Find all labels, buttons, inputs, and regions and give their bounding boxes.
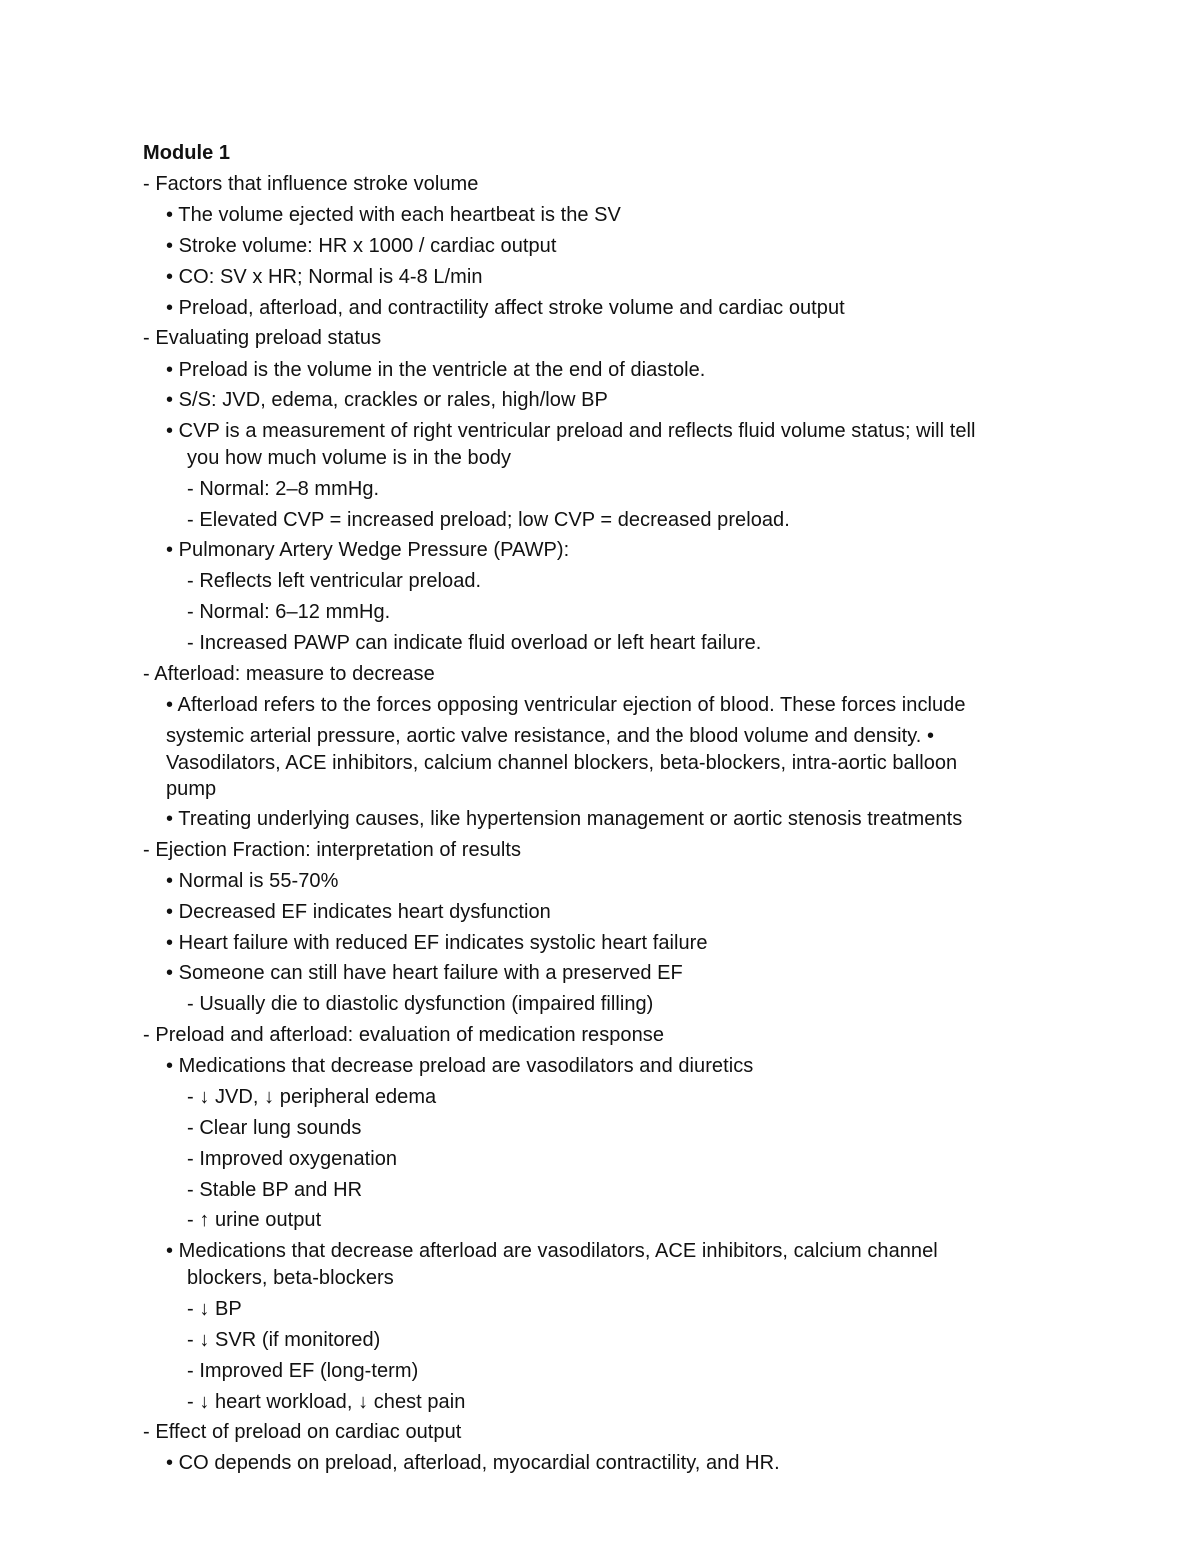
- bullet-afterload-definition-cont: systemic arterial pressure, aortic valve resistance, and the blood volume and density. •: [166, 725, 935, 747]
- bullet-afterload-meds-cont: pump: [166, 778, 217, 800]
- bullet-ef-decreased: • Decreased EF indicates heart dysfunction: [166, 901, 551, 923]
- bullet-afterload-medications-cont: blockers, beta-blockers: [187, 1267, 394, 1289]
- sub-pawp-normal: - Normal: 6–12 mmHg.: [187, 601, 391, 623]
- bullet-hf-preserved-ef: • Someone can still have heart failure with a preserved EF: [166, 962, 683, 984]
- heading-evaluating-preload: - Evaluating preload status: [143, 327, 382, 349]
- sub-svr: - ↓ SVR (if monitored): [187, 1329, 381, 1351]
- sub-heart-workload: - ↓ heart workload, ↓ chest pain: [187, 1391, 466, 1413]
- sub-diastolic-dysfunction: - Usually die to diastolic dysfunction (impaired filling): [187, 993, 654, 1015]
- bullet-hf-reduced-ef: • Heart failure with reduced EF indicates systolic heart failure: [166, 932, 708, 954]
- bullet-cardiac-output-formula: • CO: SV x HR; Normal is 4-8 L/min: [166, 266, 483, 288]
- bullet-cvp-measurement-cont: you how much volume is in the body: [187, 447, 512, 469]
- sub-lung-sounds: - Clear lung sounds: [187, 1117, 362, 1139]
- heading-afterload: - Afterload: measure to decrease: [143, 663, 435, 685]
- bullet-cvp-measurement: • CVP is a measurement of right ventricular preload and reflects fluid volume status; will tell: [166, 420, 976, 442]
- bullet-afterload-medications: • Medications that decrease afterload are vasodilators, ACE inhibitors, calcium channel: [166, 1240, 938, 1262]
- bullet-preload-meds: • Medications that decrease preload are vasodilators and diuretics: [166, 1055, 754, 1077]
- bullet-stroke-volume-formula: • Stroke volume: HR x 1000 / cardiac output: [166, 235, 557, 257]
- sub-cvp-elevated: - Elevated CVP = increased preload; low CVP = decreased preload.: [187, 509, 790, 531]
- bullet-afterload-meds: Vasodilators, ACE inhibitors, calcium channel blockers, beta-blockers, intra-aortic balloon: [166, 752, 958, 774]
- sub-cvp-normal: - Normal: 2–8 mmHg.: [187, 478, 380, 500]
- bullet-pawp: • Pulmonary Artery Wedge Pressure (PAWP):: [166, 539, 570, 561]
- sub-jvd-edema: - ↓ JVD, ↓ peripheral edema: [187, 1086, 437, 1108]
- sub-stable-bp-hr: - Stable BP and HR: [187, 1179, 363, 1201]
- bullet-preload-afterload-contractility: • Preload, afterload, and contractility affect stroke volume and cardiac output: [166, 297, 845, 319]
- bullet-signs-symptoms: • S/S: JVD, edema, crackles or rales, high/low BP: [166, 389, 608, 411]
- heading-medication-response: - Preload and afterload: evaluation of medication response: [143, 1024, 665, 1046]
- bullet-ef-normal: • Normal is 55-70%: [166, 870, 339, 892]
- bullet-co-depends: • CO depends on preload, afterload, myocardial contractility, and HR.: [166, 1452, 780, 1474]
- sub-pawp-reflects: - Reflects left ventricular preload.: [187, 570, 482, 592]
- sub-pawp-increased: - Increased PAWP can indicate fluid overload or left heart failure.: [187, 632, 762, 654]
- bullet-afterload-definition: • Afterload refers to the forces opposing ventricular ejection of blood. These forces include: [166, 694, 966, 716]
- bullet-treating-causes: • Treating underlying causes, like hypertension management or aortic stenosis treatments: [166, 808, 963, 830]
- bullet-volume-ejected: • The volume ejected with each heartbeat is the SV: [166, 204, 621, 226]
- heading-factors-stroke-volume: - Factors that influence stroke volume: [143, 173, 479, 195]
- sub-urine-output: - ↑ urine output: [187, 1209, 322, 1231]
- sub-oxygenation: - Improved oxygenation: [187, 1148, 398, 1170]
- bullet-preload-definition: • Preload is the volume in the ventricle at the end of diastole.: [166, 359, 706, 381]
- sub-bp: - ↓ BP: [187, 1298, 242, 1320]
- sub-improved-ef: - Improved EF (long-term): [187, 1360, 419, 1382]
- heading-ejection-fraction: - Ejection Fraction: interpretation of results: [143, 839, 522, 861]
- heading-effect-preload-co: - Effect of preload on cardiac output: [143, 1421, 462, 1443]
- module-title: Module 1: [143, 142, 231, 164]
